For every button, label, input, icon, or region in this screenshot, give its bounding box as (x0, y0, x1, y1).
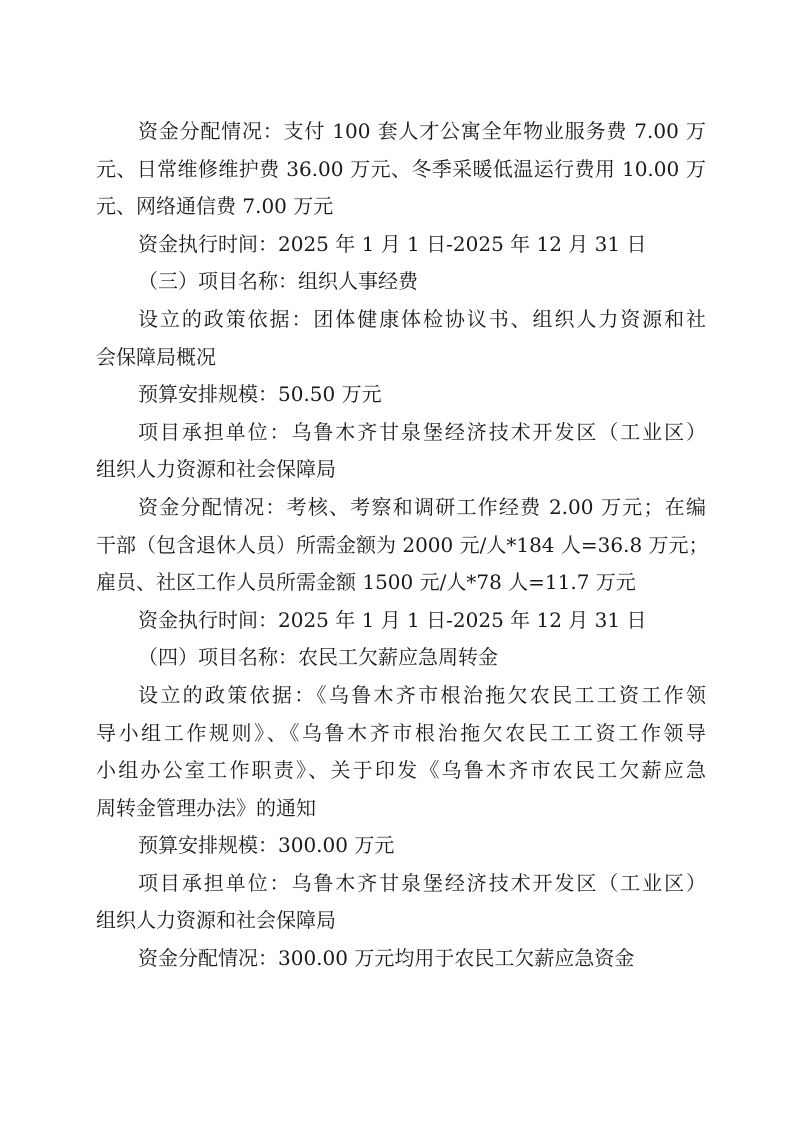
section-heading: （四）项目名称：农民工欠薪应急周转金 (138, 645, 498, 670)
paragraph-line: 资金执行时间：2025 年 1 月 1 日-2025 年 12 月 31 日 (138, 231, 647, 256)
paragraph-line: 导小组工作规则》、《乌鲁木齐市根治拖欠农民工工资工作领导 (96, 720, 706, 745)
paragraph-line: 预算安排规模：300.00 万元 (138, 833, 395, 858)
section-heading: （三）项目名称：组织人事经费 (138, 269, 418, 294)
paragraph-line: 雇员、社区工作人员所需金额 1500 元/人*78 人=11.7 万元 (96, 570, 636, 595)
paragraph-line: 干部（包含退休人员）所需金额为 2000 元/人*184 人=36.8 万元； (96, 532, 709, 557)
paragraph-line: 元、日常维修维护费 36.00 万元、冬季采暖低温运行费用 10.00 万 (96, 156, 706, 181)
paragraph-line: 资金分配情况：支付 100 套人才公寓全年物业服务费 7.00 万 (138, 119, 706, 143)
paragraph-line: 小组办公室工作职责》、关于印发《乌鲁木齐市农民工欠薪应急 (96, 758, 706, 783)
paragraph-line: 元、网络通信费 7.00 万元 (96, 194, 334, 219)
paragraph-line: 资金执行时间：2025 年 1 月 1 日-2025 年 12 月 31 日 (138, 607, 647, 632)
paragraph-line: 组织人力资源和社会保障局 (96, 908, 336, 933)
document-body (96, 113, 709, 978)
paragraph-line: 预算安排规模：50.50 万元 (138, 382, 382, 407)
paragraph-line: 会保障局概况 (96, 344, 216, 369)
paragraph-line: 设立的政策依据：《乌鲁木齐市根治拖欠农民工工资工作领 (138, 682, 706, 707)
paragraph-line: 资金分配情况：考核、考察和调研工作经费 2.00 万元；在编 (138, 494, 706, 519)
paragraph-line: 项目承担单位：乌鲁木齐甘泉堡经济技术开发区（工业区） (138, 870, 706, 895)
paragraph-line: 组织人力资源和社会保障局 (96, 457, 336, 482)
paragraph-line: 设立的政策依据：团体健康体检协议书、组织人力资源和社 (138, 306, 706, 331)
paragraph-line: 资金分配情况：300.00 万元均用于农民工欠薪应急资金 (138, 946, 635, 971)
paragraph-line: 周转金管理办法》的通知 (96, 795, 316, 820)
paragraph-line: 项目承担单位：乌鲁木齐甘泉堡经济技术开发区（工业区） (138, 419, 706, 444)
